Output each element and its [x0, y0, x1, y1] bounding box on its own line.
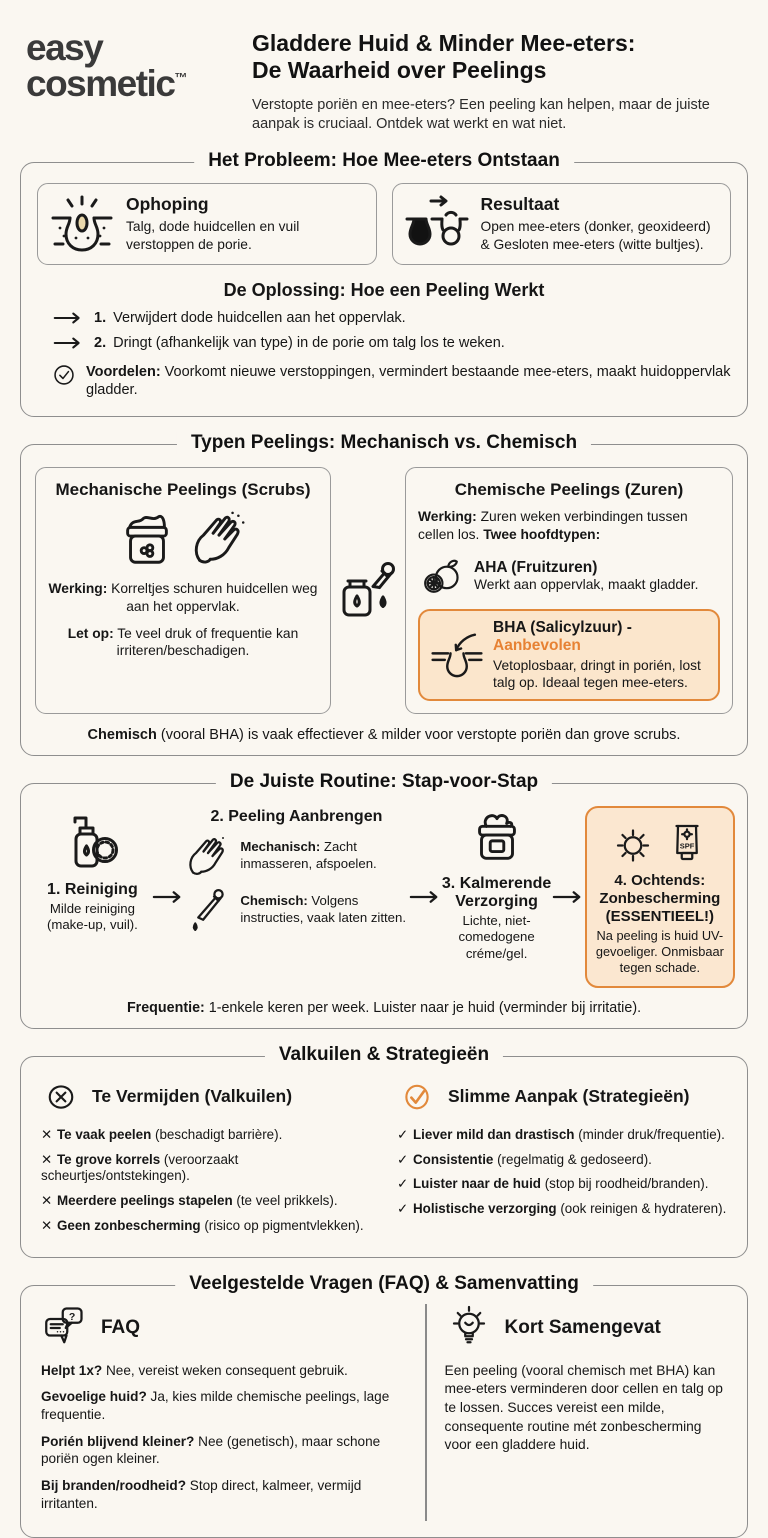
clogged-pore-icon [50, 192, 114, 256]
step1-text: Milde reiniging (make-up, vuil). [46, 900, 138, 933]
spf-tube-icon [663, 818, 711, 870]
right-arrow-icon [53, 336, 83, 350]
right-arrow-icon [152, 890, 184, 904]
faq-item: Bij branden/roodheid? Stop direct, kalmeer, vermijd irritanten. [41, 1478, 362, 1511]
types-footnote: Chemisch (vooral BHA) is vaak effectiever & milder voor verstopte poriën dan grove scrubs. [87, 726, 681, 743]
step3-title: 3. Kalmerende Verzorging [441, 874, 552, 910]
section-types-heading: Typen Peelings: Mechanisch vs. Chemisch [177, 432, 591, 454]
faq-item: Porién blijvend kleiner? Nee (genetisch), maar schone poriën ogen kleiner. [41, 1433, 381, 1467]
avoid-title: Te Vermijden (Valkuilen) [92, 1086, 293, 1107]
cross-marker: ✕ [41, 1217, 53, 1233]
check-marker: ✓ [397, 1126, 409, 1142]
chat-bubbles-icon [41, 1304, 89, 1352]
avoid-item: ✕ Geen zonbescherming (risico op pigmentvlekken). [41, 1217, 364, 1233]
sun-icon [609, 818, 657, 870]
aha-text: Werkt aan oppervlak, maakt gladder. [474, 577, 699, 592]
bha-text: Vetoplosbaar, dringt in porién, lost talg op. Ideaal tegen mee-eters. [493, 657, 701, 690]
section-types [20, 432, 748, 756]
pore-penetration-icon [431, 629, 483, 681]
cross-marker: ✕ [41, 1126, 53, 1142]
cleanser-bottle-icon [55, 810, 129, 874]
section-routine [20, 770, 748, 1029]
right-arrow-icon [53, 311, 83, 325]
section-problem-heading: Het Probleem: Hoe Mee-eters Ontstaan [194, 150, 574, 172]
logo-line1: easy [26, 27, 103, 68]
svg-text:?: ? [68, 1310, 76, 1323]
avoid-item: ✕ Te grove korrels (veroorzaakt scheurtjes/ontstekingen). [41, 1151, 239, 1184]
card-ophoping [37, 183, 377, 265]
card-resultaat [392, 183, 732, 265]
faq-item: Helpt 1x? Nee, vereist weken consequent gebruik. [41, 1362, 348, 1378]
card-text: Open mee-eters (donker, geoxideerd) & Gesloten mee-eters (witte bultjes). [480, 219, 711, 252]
summary-column [427, 1304, 727, 1522]
right-arrow-icon [552, 890, 584, 904]
faq-title: FAQ [101, 1316, 141, 1338]
page-title: Gladdere Huid & Minder Mee-eters: De Waarheid over Peelings [252, 30, 636, 84]
check-marker: ✓ [397, 1201, 409, 1217]
logo-line2: cosmetic™ [26, 63, 188, 105]
section-routine-heading: De Juiste Routine: Stap-voor-Stap [216, 771, 552, 793]
smart-column [397, 1077, 727, 1243]
solution-heading: De Oplossing: Hoe een Peeling Werkt [223, 279, 545, 300]
citrus-fruit-icon [418, 553, 464, 599]
frequency-note: Frequentie: 1-enkele keren per week. Luister naar je huid (verminder bij irritatie). [126, 999, 642, 1016]
cross-marker: ✕ [41, 1151, 53, 1167]
routine-step-4-sunscreen [585, 806, 735, 988]
bha-title: BHA (Salicylzuur) - Aanbevolen [493, 618, 632, 654]
smart-item: ✓ Liever mild dan drastisch (minder druk/frequentie). [397, 1126, 725, 1142]
routine-step-2: 2. Peeling Aanbrengen Mechanisch: Zacht inmasseren, afspoelen. Chemisch: Volgens instructies, vaak laten zitten. [184, 806, 408, 934]
right-arrow-icon [409, 890, 441, 904]
avoid-item: ✕ Meerdere peelings stapelen (te veel prikkels). [41, 1193, 338, 1209]
bha-recommended-box [418, 609, 720, 701]
summary-text: Een peeling (vooral chemisch met BHA) kan mee-eters verminderen door cellen en talg op te lossen. Succes vereist een milde, consequente routine mét zonbescherming voor een gladdere huid. [444, 1362, 723, 1453]
cross-marker: ✕ [41, 1193, 53, 1209]
step1-title: 1. Reiniging [47, 880, 138, 898]
page-subtitle: Verstopte poriën en mee-eters? Een peeling kan helpen, maar de juiste aanpak is cruciaal. Ontdek wat werkt en wat niet. [252, 97, 710, 133]
smart-title: Slimme Aanpak (Strategieën) [448, 1086, 690, 1107]
card-title: Resultaat [480, 194, 560, 215]
faq-item: Gevoelige huid? Ja, kies milde chemische peelings, lage frequentie. [41, 1389, 390, 1423]
avoid-item: ✕ Te vaak peelen (beschadigt barrière). [41, 1126, 283, 1142]
serum-dropper-icon [336, 559, 400, 623]
card-text: Talg, dode huidcellen en vuil verstoppen de porie. [126, 219, 300, 252]
solution-step: 2. Dringt (afhankelijk van type) in de porie om talg los te weken. [53, 335, 731, 351]
smart-item: ✓ Consistentie (regelmatig & gedoseerd). [397, 1151, 652, 1167]
header-text [238, 30, 744, 135]
dropper-icon [184, 886, 232, 934]
section-pitfalls [20, 1043, 748, 1258]
cream-jar-icon [466, 806, 528, 868]
check-marker: ✓ [397, 1151, 409, 1167]
section-faq [20, 1272, 748, 1538]
routine-step-3 [441, 806, 552, 963]
step3-text: Lichte, niet-comedogene créme/gel. [458, 912, 535, 961]
step4-text: Na peeling is huid UV-gevoeliger. Onmisbaar tegen schade. [595, 927, 724, 975]
check-marker: ✓ [397, 1176, 409, 1192]
rubbing-hands-icon [184, 832, 232, 880]
card-chemical: Chemische Peelings (Zuren) Werking: Zuren weken verbindingen tussen cellen los. Twee hoofdtypen: AHA (Fruitzuren) Werkt aan oppervlak, maakt gladder. BHA (Salicylzuur) - Aanbevolen Vetoplosbaar, dringt in porién, lost talg op. Ideaal tegen mee-eters. [405, 467, 733, 714]
solution-step: 1. Verwijdert dode huidcellen aan het oppervlak. [53, 310, 731, 326]
header [20, 0, 748, 135]
smart-item: ✓ Holistische verzorging (ook reinigen & hydrateren). [397, 1201, 727, 1217]
chemical-title: Chemische Peelings (Zuren) [454, 480, 684, 500]
cross-circle-icon [41, 1077, 81, 1117]
faq-column [41, 1304, 425, 1522]
card-title: Ophoping [126, 194, 209, 215]
bha-badge: Aanbevolen [493, 636, 581, 654]
summary-title: Kort Samengevat [504, 1316, 661, 1338]
aha-title: AHA (Fruitzuren) [474, 559, 598, 576]
card-mechanical: Mechanische Peelings (Scrubs) Werking: Korreltjes schuren huidcellen weg aan het oppervlak. Let op: Te veel druk of frequentie kan irriteren/beschadigen. [35, 467, 331, 714]
section-pitfalls-heading: Valkuilen & Strategieën [265, 1044, 503, 1066]
aha-row [418, 553, 720, 599]
trademark-symbol: ™ [174, 70, 188, 86]
brand-logo [26, 27, 238, 135]
section-problem [20, 149, 748, 418]
rubbing-hands-icon [188, 508, 250, 570]
lightbulb-icon [445, 1304, 493, 1352]
routine-step-1 [33, 806, 152, 934]
smart-item: ✓ Luister naar de huid (stop bij roodheid/branden). [397, 1176, 709, 1192]
comedones-result-icon [405, 192, 469, 256]
check-circle-orange-icon [397, 1077, 437, 1117]
scrub-jar-icon [116, 508, 178, 570]
section-faq-heading: Veelgestelde Vragen (FAQ) & Samenvatting [175, 1273, 593, 1295]
mechanical-title: Mechanische Peelings (Scrubs) [55, 480, 311, 500]
check-circle-icon [53, 364, 75, 386]
benefits-row: Voordelen: Voorkomt nieuwe verstoppingen, vermindert bestaande mee-eters, maakt huidoppervlak gladder. [53, 363, 731, 401]
step4-title: 4. Ochtends: Zonbescherming (ESSENTIEEL!) [599, 871, 721, 925]
avoid-column [41, 1077, 371, 1243]
svg-text:SPF: SPF [679, 841, 695, 851]
step2-title: 2. Peeling Aanbrengen [210, 807, 383, 825]
